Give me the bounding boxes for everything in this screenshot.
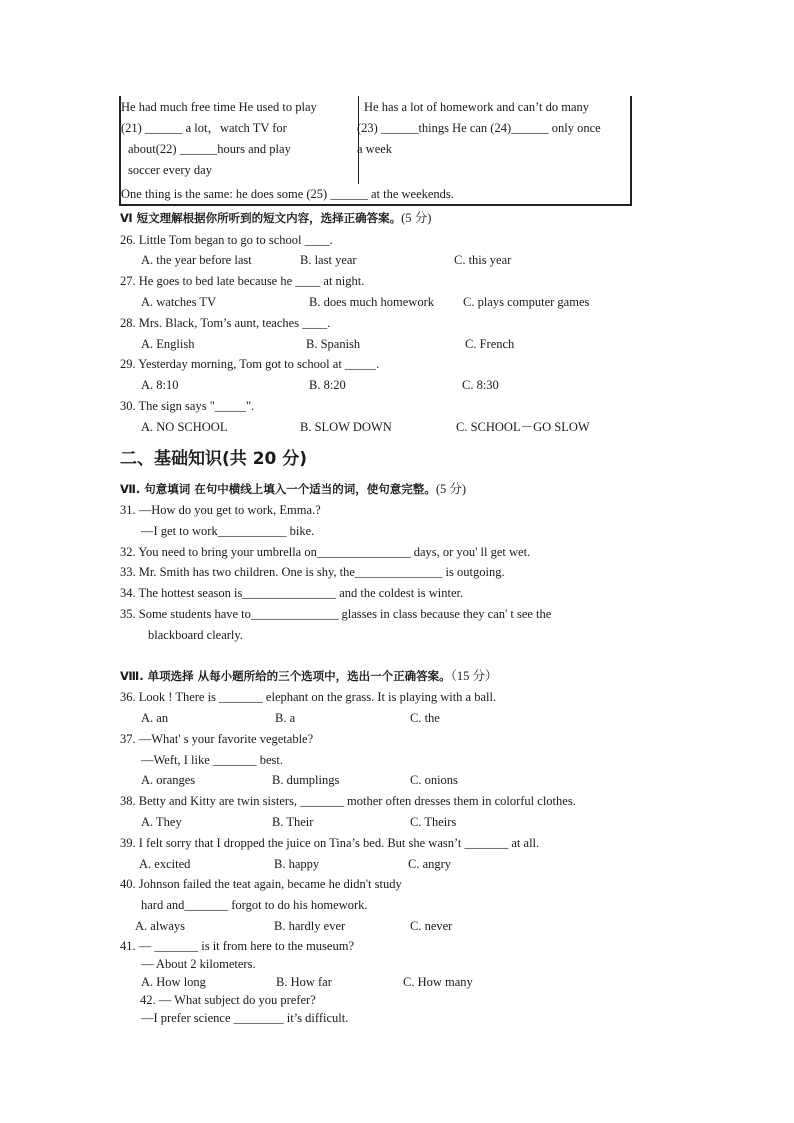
q37-option-b: B. dumplings bbox=[272, 773, 340, 787]
q39-option-a: A. excited bbox=[139, 857, 191, 871]
q35-line-1: 35. Some students have to______________ glasses in class because they can' t see the bbox=[120, 607, 552, 621]
part-2-heading: 二、基础知识(共 20 分) bbox=[120, 449, 308, 469]
q36-option-b: B. a bbox=[275, 711, 296, 725]
q31-line-1: 31. —How do you get to work, Emma.? bbox=[120, 503, 321, 517]
q41-option-c: C. How many bbox=[403, 975, 473, 989]
q39-option-b: B. happy bbox=[274, 857, 320, 871]
q38-option-a: A. They bbox=[141, 815, 182, 829]
q36-stem: 36. Look ! There is _______ elephant on the grass. It is playing with a ball. bbox=[120, 690, 497, 704]
q39-option-c: C. angry bbox=[408, 857, 452, 871]
table-divider bbox=[358, 96, 359, 184]
q31-line-2: —I get to work___________ bike. bbox=[141, 524, 315, 538]
q42-line-1: 42. — What subject do you prefer? bbox=[140, 993, 316, 1007]
q26-option-b: B. last year bbox=[300, 253, 357, 267]
q28-stem: 28. Mrs. Black, Tom’s aunt, teaches ____. bbox=[120, 316, 331, 330]
section-8-title: Ⅷ. 单项选择 从每小题所给的三个选项中，选出一个正确答案。 bbox=[120, 669, 451, 683]
q27-stem: 27. He goes to bed late because he ____ at night. bbox=[120, 274, 365, 288]
q40-line-2: hard and_______ forgot to do his homework. bbox=[141, 898, 368, 912]
q41-option-b: B. How far bbox=[276, 975, 332, 989]
q41-line-2: — About 2 kilometers. bbox=[141, 957, 256, 971]
q27-option-c: C. plays computer games bbox=[463, 295, 590, 309]
section-6-heading bbox=[120, 210, 431, 226]
q29-stem: 29. Yesterday morning, Tom got to school at _____. bbox=[120, 357, 380, 371]
q27-option-b: B. does much homework bbox=[309, 295, 434, 309]
q41-option-a: A. How long bbox=[141, 975, 206, 989]
q38-stem: 38. Betty and Kitty are twin sisters, _______ mother often dresses them in colorful clothes. bbox=[120, 794, 576, 808]
q30-option-b: B. SLOW DOWN bbox=[300, 420, 392, 434]
table-bottom-line: One thing is the same: he does some (25) ______ at the weekends. bbox=[121, 187, 454, 201]
table-right-line-3: a week bbox=[357, 142, 393, 156]
table-left-line-4: soccer every day bbox=[128, 163, 212, 177]
q36-option-c: C. the bbox=[410, 711, 440, 725]
table-left-line-3: about(22) ______hours and play bbox=[128, 142, 291, 156]
q41-line-1: 41. — _______ is it from here to the museum? bbox=[120, 939, 354, 953]
q35-line-2: blackboard clearly. bbox=[148, 628, 243, 642]
q26-option-c: C. this year bbox=[454, 253, 512, 267]
section-8-heading bbox=[120, 668, 498, 684]
q38-option-b: B. Their bbox=[272, 815, 314, 829]
q36-option-a: A. an bbox=[141, 711, 169, 725]
q28-option-c: C. French bbox=[465, 337, 515, 351]
q27-option-a: A. watches TV bbox=[141, 295, 217, 309]
q37-line-1: 37. —What' s your favorite vegetable? bbox=[120, 732, 314, 746]
q32-text: 32. You need to bring your umbrella on_______________ days, or you' ll get wet. bbox=[120, 545, 531, 559]
q29-option-c: C. 8:30 bbox=[462, 378, 499, 392]
q28-option-a: A. English bbox=[141, 337, 195, 351]
q26-option-a: A. the year before last bbox=[141, 253, 252, 267]
q40-option-b: B. hardly ever bbox=[274, 919, 346, 933]
q34-text: 34. The hottest season is_______________ and the coldest is winter. bbox=[120, 586, 464, 600]
section-7-heading bbox=[120, 481, 466, 497]
q37-line-2: —Weft, I like _______ best. bbox=[141, 753, 284, 767]
section-6-points: (5 分) bbox=[401, 211, 432, 225]
q29-option-b: B. 8:20 bbox=[309, 378, 346, 392]
table-left-line-1: He had much free time He used to play bbox=[121, 100, 317, 114]
table-right-line-1: He has a lot of homework and can’t do many bbox=[364, 100, 590, 114]
section-7-points: (5 分) bbox=[435, 482, 467, 496]
table-right-line-2: (23) ______things He can (24)______ only once bbox=[357, 121, 601, 135]
q39-stem: 39. I felt sorry that I dropped the juice on Tina’s bed. But she wasn’t _______ at all. bbox=[120, 836, 540, 850]
q30-stem: 30. The sign says "_____". bbox=[120, 399, 255, 413]
q26-stem: 26. Little Tom began to go to school ____. bbox=[120, 233, 333, 247]
q40-option-a: A. always bbox=[135, 919, 185, 933]
q33-text: 33. Mr. Smith has two children. One is shy, the______________ is outgoing. bbox=[120, 565, 505, 579]
section-7-title: Ⅶ. 句意填词 在句中横线上填入一个适当的词，使句意完整。 bbox=[120, 482, 436, 496]
table-left-line-2: (21) ______ a lot，watch TV for bbox=[121, 121, 287, 135]
q40-option-c: C. never bbox=[410, 919, 453, 933]
q42-line-2: —I prefer science ________ it’s difficult. bbox=[141, 1011, 349, 1025]
q37-option-c: C. onions bbox=[410, 773, 458, 787]
q37-option-a: A. oranges bbox=[141, 773, 196, 787]
q28-option-b: B. Spanish bbox=[306, 337, 361, 351]
q40-line-1: 40. Johnson failed the teat again, became he didn't study bbox=[120, 877, 402, 891]
section-6-title: Ⅵ 短文理解根据你所听到的短文内容，选择正确答案。 bbox=[120, 211, 402, 225]
q38-option-c: C. Theirs bbox=[410, 815, 457, 829]
q29-option-a: A. 8:10 bbox=[141, 378, 179, 392]
q30-option-c: C. SCHOOL－GO SLOW bbox=[456, 420, 590, 434]
section-8-points: （15 分） bbox=[450, 669, 498, 683]
q30-option-a: A. NO SCHOOL bbox=[141, 420, 228, 434]
